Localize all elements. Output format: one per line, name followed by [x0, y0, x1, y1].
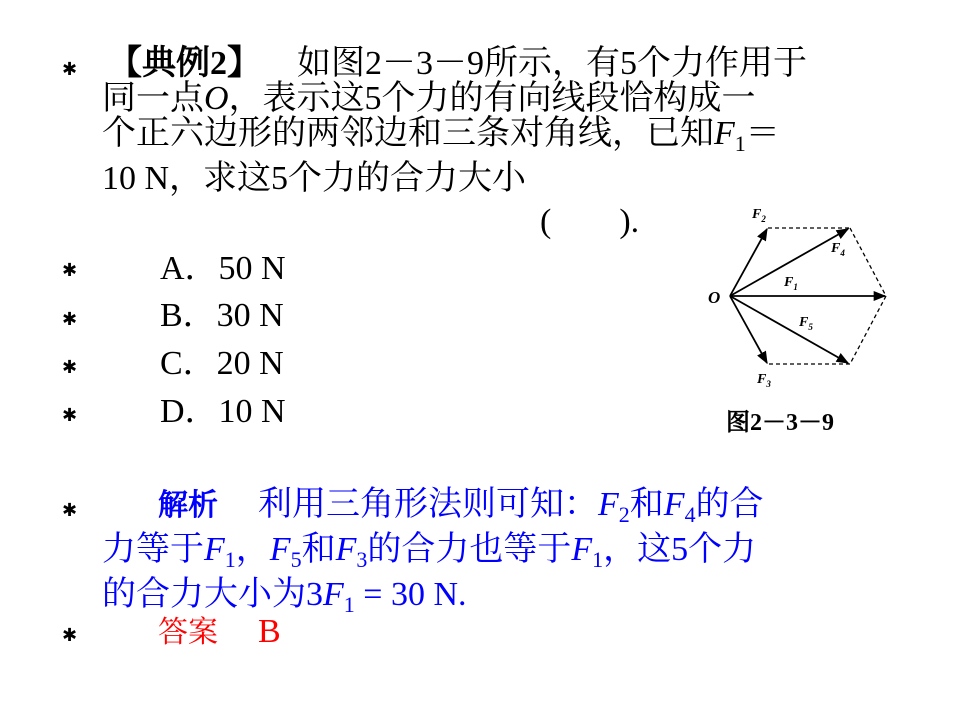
bullet-icon: ✱ [62, 625, 78, 646]
label-f5: $F_5$ [799, 315, 813, 332]
hexagon-side-bottom-right [850, 296, 886, 364]
force-subscript: 1 [343, 592, 355, 617]
analysis-line-1 [102, 487, 764, 532]
problem-text: 同一点 [102, 80, 204, 117]
force-symbol: F [663, 486, 685, 523]
force-subscript: 1 [224, 547, 236, 572]
bullet-icon: ✱ [62, 405, 78, 426]
force-subscript: 1 [734, 131, 746, 156]
point-o: O [204, 80, 229, 117]
answer-heading: 答案 [158, 615, 218, 650]
analysis-text: ，这5个力 [603, 531, 757, 568]
force-symbol: F [714, 115, 735, 152]
origin-label: O [708, 288, 721, 307]
analysis-text: 和 [301, 531, 336, 568]
answer-value: B [258, 613, 281, 650]
analysis-text: 的合 [695, 486, 764, 523]
force-symbol: F [323, 576, 344, 613]
label-f3: $F_3$ [757, 372, 771, 389]
option-c: C．20 N [160, 345, 284, 382]
force-subscript: 3 [356, 547, 368, 572]
analysis-text: 的合力也等于 [367, 531, 572, 568]
analysis-heading: 解析 [158, 488, 218, 523]
force-symbol: F [335, 531, 357, 568]
analysis-line-2 [102, 532, 764, 577]
bullet-icon: ✱ [62, 357, 78, 378]
problem-text: 10 N，求这5个力的合力大小 [102, 160, 527, 197]
problem-line-2 [102, 81, 807, 116]
force-symbol: F [204, 531, 225, 568]
force-subscript: 2 [618, 502, 630, 527]
problem-line-4 [102, 161, 807, 196]
analysis-text: 利用三角形法则可知： [258, 486, 598, 523]
force-subscript: 1 [592, 547, 604, 572]
analysis-text: 力等于 [102, 531, 204, 568]
analysis-text: 的合力大小为3 [102, 576, 323, 613]
analysis-text: ， [235, 531, 270, 568]
label-f1: $F_1$ [784, 275, 798, 292]
problem-line-3 [102, 116, 807, 161]
answer-block [102, 614, 281, 650]
option-d: D．10 N [160, 393, 286, 430]
problem-text: 个正六边形的两邻边和三条对角线，已知 [102, 115, 714, 152]
analysis-block [102, 487, 764, 622]
problem-text: 如图2－3－9所示，有5个力作用于 [297, 45, 807, 82]
problem-line-1 [102, 46, 807, 81]
option-a: A．50 N [160, 250, 286, 287]
label-f4: $F_4$ [831, 241, 845, 258]
force-symbol: F [269, 531, 291, 568]
problem-text: ＝ [745, 115, 780, 152]
force-symbol: F [571, 531, 593, 568]
analysis-text: = 30 N. [354, 576, 467, 613]
hexagon-side-top-right [850, 228, 886, 296]
problem-text: ，表示这5个力的有向线段恰构成一 [228, 80, 756, 117]
bullet-icon: ✱ [62, 500, 78, 521]
force-symbol: F [598, 486, 619, 523]
example-tag: 【典例2】 [108, 45, 261, 82]
option-b: B．30 N [160, 297, 284, 334]
bullet-icon: ✱ [62, 260, 78, 281]
analysis-text: 和 [629, 486, 664, 523]
force-hexagon-figure [700, 200, 900, 400]
answer-blank: ( ). [540, 203, 640, 240]
bullet-icon: ✱ [62, 59, 78, 80]
problem-statement [102, 46, 807, 196]
bullet-icon: ✱ [62, 309, 78, 330]
figure-caption: 图2－3－9 [726, 410, 834, 436]
force-subscript: 4 [684, 502, 696, 527]
label-f2: $F_2$ [752, 207, 766, 224]
force-subscript: 5 [290, 547, 302, 572]
